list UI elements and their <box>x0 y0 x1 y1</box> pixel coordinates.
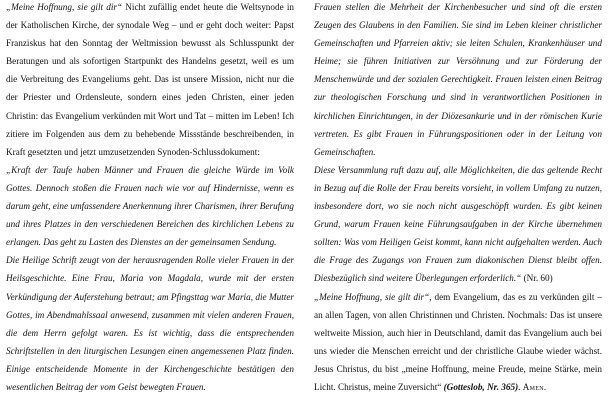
document-reference: (Nr. 60) <box>521 273 553 284</box>
synod-quote-paragraph-4 <box>314 161 602 288</box>
closing-paragraph: „Meine Hoffnung, sie gilt dir“, dem Evangelium, das es zu verkünden gilt – an allen Tagen, von allen Christinnen und Christen. Nochmals: Das ist unsere weltweite Mission, auch hier in Deutschland, damit das Evangelium auch bei uns wieder die Menschen erreicht und der christliche Glaube wieder wächst. Jesus Christus, du bist „meine Hoffnung, meine Freude, meine Stärke, mein Licht. Christus, meine Zuversicht“ (Gotteslob, Nr. 365). Amen. <box>314 291 602 392</box>
intro-paragraph <box>6 0 294 161</box>
synod-quote-paragraph-1: „Kraft der Taufe haben Männer und Frauen die gleiche Würde im Volk Gottes. Dennoch stoßen die Frauen nach wie vor auf Hindernisse, wenn es darum geht, eine umfassendere Anerkennung ihrer Charismen, ihrer Berufung und ihres Platzes in den verschiedenen Bereichen des kirchlichen Lebens zu erlangen. Das geht zu Lasten des Dienstes an der gemeinsamen Sendung. <box>6 164 294 248</box>
synod-quote-text: Diese Versammlung ruft dazu auf, alle Möglichkeiten, die das geltende Recht in Bezug auf die Rolle der Frau bereits vorsieht, in vollem Umfang zu nutzen, insbesondere dort, wo sie noch nicht ausgeschöpft wurden. Es gibt keinen Grund, warum Frauen keine Führungsaufgaben in der Kirche übernehmen sollten: Was vom Heiligen Geist kommt, kann nicht aufgehalten werden. Auch die Frage des Zugangs von Frauen zum diakonischen Dienst bleibt offen. Diesbezüglich sind weitere Überlegungen erforderlich.“ <box>314 164 602 284</box>
synod-quote-paragraph-3: Frauen stellen die Mehrheit der Kirchenbesucher und sind oft die ersten Zeugen des Glaubens in den Familien. Sie sind im Leben kleiner christlicher Gemeinschaften und Pfarreien aktiv; sie leiten Schulen, Krankenhäuser und Heime; sie führen Initiativen zur Versöhnung und zur Förderung der Menschenwürde und der sozialen Gerechtigkeit. Frauen leisten einen Beitrag zur theologischen Forschung und sind in verantwortlichen Positionen in kirchlichen Einrichtungen, in der Diözesankurie und in der römischen Kurie vertreten. Es gibt Frauen in Führungspositionen oder in der Leitung von Gemeinschaften. <box>314 2 602 157</box>
hymn-quote-2: „Meine Hoffnung, sie gilt dir“ <box>314 291 430 302</box>
hymn-source: (Gotteslob, Nr. 365) <box>443 381 519 392</box>
hymn-quote: „Meine Hoffnung, sie gilt dir“ <box>6 2 123 12</box>
closing-text: , dem Evangelium, das es zu verkünden gilt – an allen Tagen, von allen Christinnen und Christen. Nochmals: Das ist unsere weltweite Mission, auch hier in Deutschland, damit das Evangelium auch bei uns wieder die Menschen erreicht und der christliche Glaube wieder wächst. Jesus Christus, du bist „meine Hoffnung, meine Freude, meine Stärke, mein Licht. Christus, meine Zuversicht“ <box>314 291 602 392</box>
synod-quote-paragraph-2: Die Heilige Schrift zeugt von der herausragenden Rolle vieler Frauen in der Heilsgeschichte. Eine Frau, Maria von Magdala, wurde mit der ersten Verkündigung der Auferstehung betraut; am Pfingsttag war Maria, die Mutter Gottes, im Abendmahlssaal anwesend, zusammen mit vielen anderen Frauen, die dem Herrn gefolgt waren. Es ist wichtig, dass die entsprechenden Schriftstellen in den liturgischen Lesungen einen angemessenen Platz finden. Einige entscheidende Momente in der Kirchengeschichte bestätigen den wesentlichen Beitrag der vom Geist bewegten Frauen. <box>6 255 294 392</box>
left-column <box>6 0 294 396</box>
intro-text: Nicht zufällig endet heute die Weltsynode in der Katholischen Kirche, der synodale Weg – und er geht doch weiter: Papst Franziskus hat den Sonntag der Weltmission bewusst als Schlusspunkt der Beratungen und als sofortigen Startpunkt des Handelns gesetzt, weil es um die Verbreitung des Evangeliums geht. Das ist unsere Mission, nicht nur die der Priester und Ordensleute, sondern eines jeden Christen, einer jeden Christin: das Evangelium verkünden mit Wort und Tat – mitten im Leben! Ich zitiere im Folgenden aus dem zu behebende Missstände beschreibenden, in Kraft gesetzten und jetzt umzusetzenden Synoden-Schlussdokument: <box>6 2 294 157</box>
amen-word: Amen. <box>522 381 547 392</box>
right-column <box>314 0 602 396</box>
